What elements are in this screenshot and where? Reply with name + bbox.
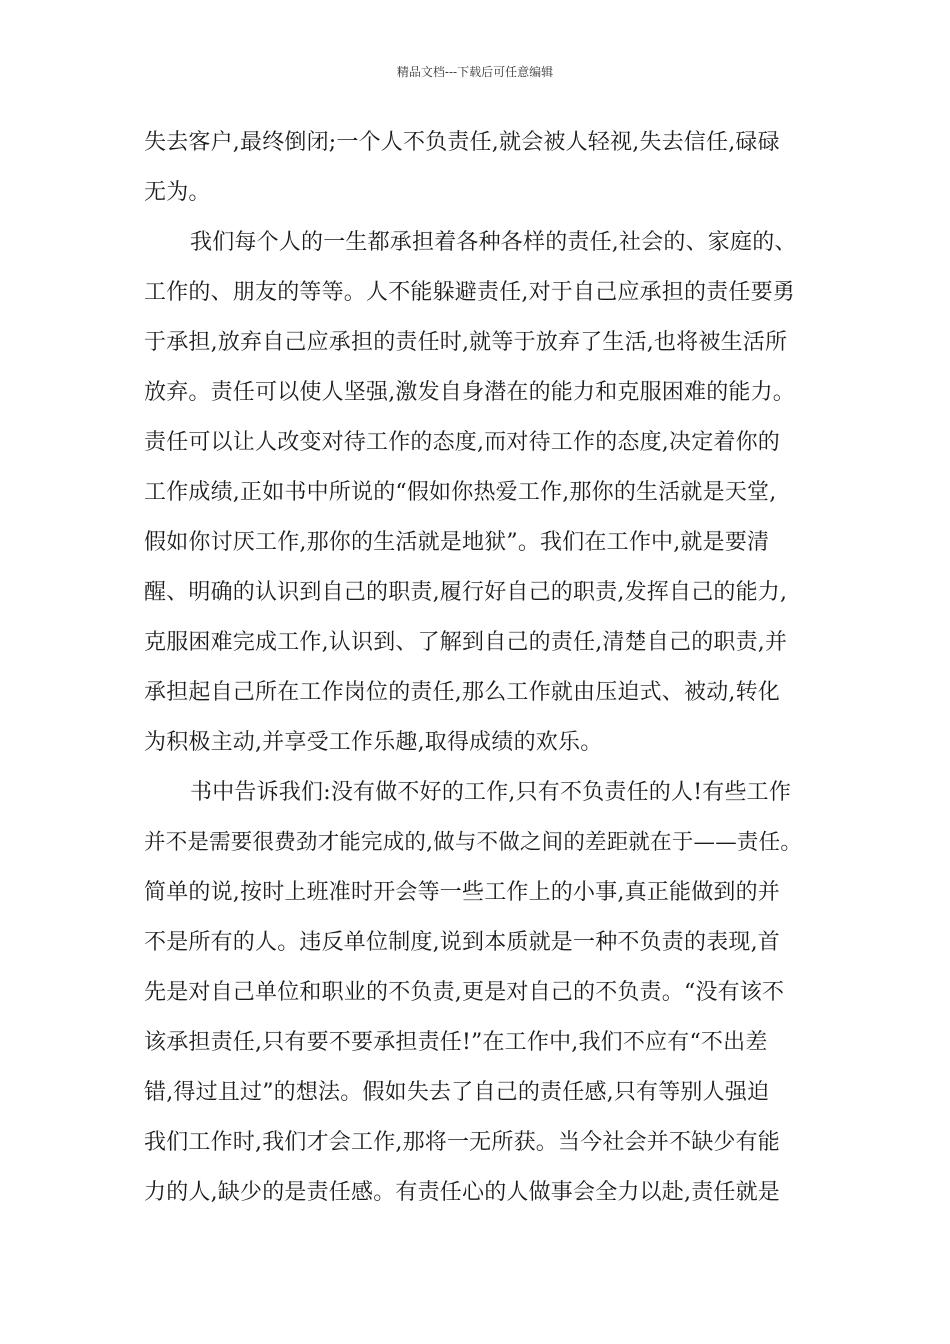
- text-line: 不是所有的人。违反单位制度,说到本质就是一种不负责的表现,首: [144, 930, 780, 955]
- paragraph-start-line: 书中告诉我们:没有做不好的工作,只有不负责任的人!有些工作: [190, 780, 792, 805]
- text-line: 假如你讨厌工作,那你的生活就是地狱”。我们在工作中,就是要清: [144, 530, 770, 555]
- text-line: 克服困难完成工作,认识到、了解到自己的责任,清楚自己的职责,并: [144, 630, 788, 655]
- text-line: 错,得过且过”的想法。假如失去了自己的责任感,只有等别人强迫: [144, 1080, 770, 1105]
- text-line: 简单的说,按时上班准时开会等一些工作上的小事,真正能做到的并: [144, 880, 780, 905]
- text-line: 失去客户,最终倒闭;一个人不负责任,就会被人轻视,失去信任,碌碌: [144, 130, 780, 155]
- text-line: 我们工作时,我们才会工作,那将一无所获。当今社会并不缺少有能: [144, 1130, 780, 1155]
- page-header: 精品文档---下载后可任意编辑: [396, 65, 554, 79]
- text-line: 先是对自己单位和职业的不负责,更是对自己的不负责。“没有该不: [144, 980, 785, 1005]
- text-line: 力的人,缺少的是责任感。有责任心的人做事会全力以赴,责任就是: [144, 1180, 780, 1205]
- text-line: 该承担责任,只有要不要承担责任!”在工作中,我们不应有“不出差: [144, 1030, 768, 1055]
- text-line: 责任可以让人改变对待工作的态度,而对待工作的态度,决定着你的: [144, 430, 780, 455]
- text-line: 于承担,放弃自己应承担的责任时,就等于放弃了生活,也将被生活所: [144, 330, 788, 355]
- paragraph-start-line: 我们每个人的一生都承担着各种各样的责任,社会的、家庭的、: [190, 230, 797, 255]
- text-line: 承担起自己所在工作岗位的责任,那么工作就由压迫式、被动,转化: [144, 680, 780, 705]
- text-line: 为积极主动,并享受工作乐趣,取得成绩的欢乐。: [144, 730, 603, 755]
- text-line: 工作成绩,正如书中所说的“假如你热爱工作,那你的生活就是天堂,: [144, 480, 777, 505]
- text-line: 放弃。责任可以使人坚强,激发自身潜在的能力和克服困难的能力。: [144, 380, 795, 405]
- text-line: 并不是需要很费劲才能完成的,做与不做之间的差距就在于——责任。: [144, 830, 803, 855]
- text-line: 无为。: [144, 180, 211, 205]
- text-line: 工作的、朋友的等等。人不能躲避责任,对于自己应承担的责任要勇: [144, 280, 795, 305]
- text-line: 醒、明确的认识到自己的职责,履行好自己的职责,发挥自己的能力,: [144, 580, 788, 605]
